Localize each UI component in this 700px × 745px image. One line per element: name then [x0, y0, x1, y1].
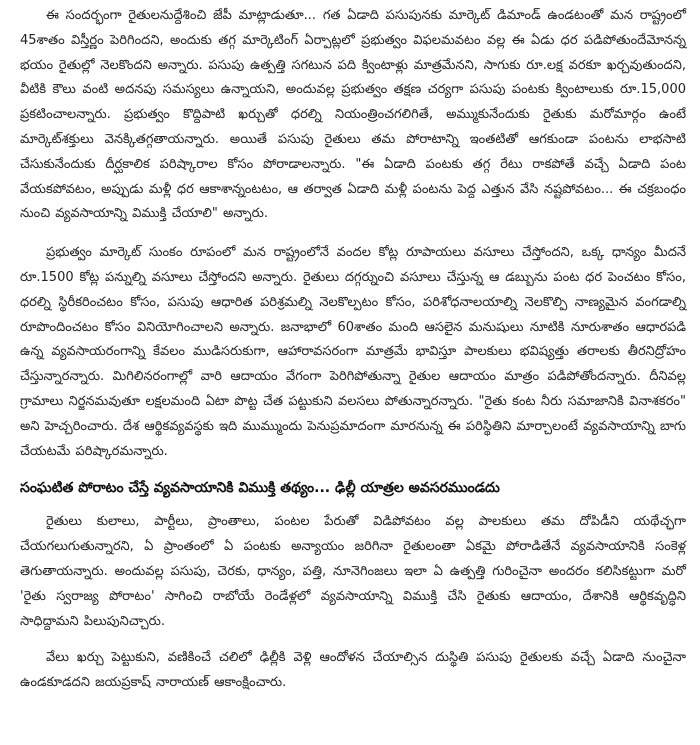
paragraph-jp-speech: ఈ సందర్భంగా రైతులనుద్దేశించి జేపీ మాట్లాడుతూ... గత ఏడాది పసుపునకు మార్కెట్ డిమాండ్ ఉండటంతో మన రాష్ట్రంలో 45శాతం విస్తీర్ణం పెరిగిందని, అందుకు తగ్గ మార్కెటింగ్ ఏర్పాట్లలో ప్రభుత్వం విఫలమవటం వల్ల ఈ ఏడు ధర పడిపోతుందేమోనన్న భయం రైతుల్లో నెలకొందని అన్నారు. పసుపు ఉత్పత్తి సగటున పది క్వింటాళ్లు మాత్రమేనని, సాగుకు రూ.లక్ష వరకూ ఖర్చవుతుందని, వీటికి కౌలు వంటి అదనపు సమస్యలు ఉన్నాయని, అందువల్ల ప్రభుత్వం తక్షణ చర్యగా పసుపు పంటకు క్వింటాలుకు రూ.15,000 ప్రకటించాలన్నారు. ప్రభుత్వం కొద్దిపాటి ఖర్చుతో ధరల్ని నియంత్రించగలిగితే, అమ్ముకునేందుకు రైతుకు మరోమార్గం ఉంటే మార్కెట్‌శక్తులు వెనక్కితగ్గతాయన్నారు. అయితే పసుపు రైతులు తమ పోరాటాన్ని ఇంతటితో ఆగకుండా పంటను లాభసాటి చేసుకునేందుకు దీర్ఘకాలిక పరిష్కారాల కోసం పోరాడాలన్నారు. "ఈ ఏడాది పంటకు తగ్గ రేటు రాకపోతే వచ్చే ఏడాది పంట వేయకపోవటం, అప్పుడు మళ్లీ ధర ఆకాశాన్నంటటం, ఆ తర్వాత ఏడాది మళ్లీ పంటను పెద్ద ఎత్తున వేసి నష్టపోవటం... ఈ చక్రబంధం నుంచి వ్యవసాయాన్ని విముక్తి చేయాలి" అన్నారు.: [20, 8, 686, 222]
paragraph-market-tax: ప్రభుత్వం మార్కెట్ సుంకం రూపంలో మన రాష్ట్రంలోనే వందల కోట్ల రూపాయలు వసూలు చేస్తోందని, ఒక్క ధాన్యం మీదనే రూ.1500 కోట్ల పన్నుల్ని వసూలు చేస్తోందని అన్నారు. రైతులు దగ్గర్నుంచి వసూలు చేస్తున్న ఆ డబ్బును పంట ధర పెంచటం కోసం, ధరల్ని స్థిరీకరించటం కోసం, పసుపు ఆధారిత పరిశ్రమల్ని నెలకొల్పటం కోసం, పరిశోధనాలయాల్ని నెలకొల్పి నాణ్యమైన వంగడాల్ని రూపొందించటం కోసం వినియోగించాలని అన్నారు. జనాభాలో 60శాతం మంది ఆసలైన మనుషులు నూటికి నూరుశాతం ఆధారపడి ఉన్న వ్యవసాయరంగాన్ని కేవలం ముడిసరుకుగా, ఆహారావసరంగా మాత్రమే భావిస్తూ పాలకులు భవిష్యత్తు తరాలకు తీరనిద్రోహం చేస్తున్నారన్నారు. మిగిలినరంగాల్లో వారి ఆదాయం వేగంగా పెరిగిపోతున్నా రైతుల ఆదాయం మాత్రం పడిపోతోందన్నారు. దీనివల్ల గ్రామాలు నిర్జనమవుతూ లక్షలమంది ఏటా పొట్ట చేత పట్టుకుని వలసలు పోతున్నారన్నారు. "రైతు కంట నీరు సమాజానికి వినాశకరం" అని హెచ్చరించారు. దేశ ఆర్థికవ్యవస్థకు ఇది ముమ్ముందు పెనుప్రమాదంగా మారనున్న ఈ పరిస్థితిని మార్చాలంటే వ్యవసాయాన్ని బాగు చేయటమే పరిష్కారమన్నారు.: [20, 245, 686, 459]
section-subheading: సంఘటిత పోరాటం చేస్తే వ్యవసాయానికి విముక్తి తథ్యం... ఢిల్లీ యాత్రల అవసరముండదు: [20, 480, 500, 497]
paragraph-united-struggle: రైతులు కులాలు, పార్టీలు, ప్రాంతాలు, పంటల పేరుతో విడిపోవటం వల్ల పాలకులు తమ దోపిడీని యథేచ్ఛగా చేయగలుగుతున్నారని, ఏ ప్రాంతంలో ఏ పంటకు అన్యాయం జరిగినా రైతులంతా ఏకమై పోరాడితేనే వ్యవసాయానికి సంకెళ్ల తెగుతాయన్నారు. అందువల్ల పసుపు, చెరకు, ధాన్యం, పత్తి, నూనెగింజలు ఇలా ఏ ఉత్పత్తి గురించైనా అందరం కలిసికట్టుగా మరో 'రైతు స్వరాజ్య పోరాటం' సాగించి రాబోయే రెండేళ్లలో వ్యవసాయాన్ని విముక్తి చేసి రైతుకు ఆదాయం, దేశానికి ఆర్థికవృద్ధిని సాధిద్దామని పిలుపునిచ్చారు.: [20, 514, 686, 629]
paragraph-closing: వేలు ఖర్చు పెట్టుకుని, వణికించే చలిలో ఢిల్లీకి వెళ్లి ఆందోళన చేయాల్సిన దుస్థితి పసుపు రైతులకు వచ్చే ఏడాది నుంచైనా ఉండకూడదని జయప్రకాష్ నారాయణ్ ఆకాంక్షించారు.: [20, 650, 686, 691]
